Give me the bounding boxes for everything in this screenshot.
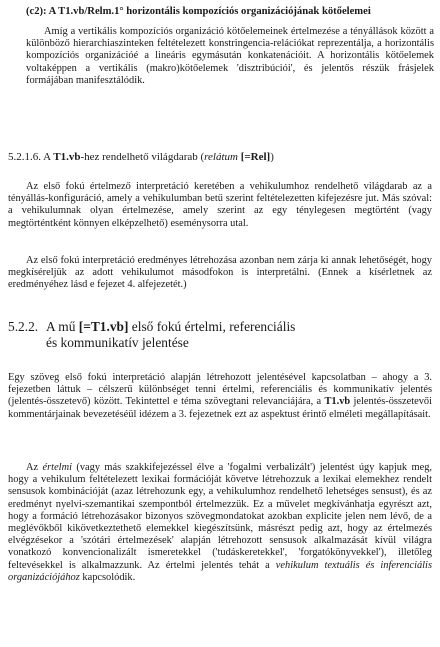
section-title-part: első fokú értelmi, referenciális: [131, 319, 296, 334]
section-title-part: ): [270, 151, 274, 163]
paragraph-5216-b: Az első fokú interpretáció eredményes létrehozása azonban nem zárja ki annak lehetőségét, hogy megkíséreljük az adott vehikulumot másodfokon is interpretálni. (Ennek a kísérletnek az eredményéhez lásd e fejezet 4. alfejezetét.): [8, 255, 432, 291]
section-title-part: A mű: [46, 319, 76, 334]
section-number: 5.2.1.6.: [8, 151, 41, 163]
section-title-bold: T1.vb: [53, 151, 81, 163]
paragraph-text: (vagy más szakkifejezéssel élve a 'fogalmi verbalizált') jelentést úgy kapjuk meg, hogy a vehikulum feltételezett lexikai formációját követve létrehozzuk a lexikai elemekhez rendelt sensusok kombinációját (azaz létrehozunk egy, a vehikulumhoz rendelhető lehetséges sensust), és az eredményt nyelvi-szemantikai szempontból értelmezzük. Ez a művelet megkívánhatja egyrészt azt, hogy a formáció létrehozásakor bizonyos szövegmondatokat azokban explicite jelen nem lévő, de a meglévőkből kikövetkeztethető elemekkel kiegészítsünk, másrészt pedig azt, hogy az értelmezés elvégzésekor a 'szótári értelmezések' alapján létrehozott sensusok alkalmazását kívül világra vonatkozó konvencionalizált ismeretekkel ('tudáskeretekkel', 'forgatókönyvekkel'), illetőleg feltevésekkel is alkalmazzunk. Az értelmi jelentés tehát a: [8, 462, 432, 571]
intro-paragraph: Amíg a vertikális kompozíciós organizáció kötőelemeinek értelmezése a tényállások között a különböző hierarchiaszinteken feltételezett konstringencia-relációkat reprezentálja, a horizontális kompozíciós organizációé a lineáris egymásután konkatenációit. A horizontális kötőelemek voltaképpen a vertikális (makro)kötőelemek 'disztribúciói', és jelentős részük frásjelek formájában manifesztálódik.: [26, 26, 434, 86]
subsection-heading-text: (c2): A T1.vb/Relm.1° horizontális kompozíciós organizációjának kötőelemei: [26, 6, 371, 17]
paragraph-522-b: [8, 462, 432, 584]
section-5-2-2-heading: [8, 319, 432, 350]
paragraph-bold: T1.vb: [324, 396, 351, 408]
section-title-bold: [=Rel]: [240, 151, 271, 163]
paragraph-text: Egy szöveg első fokú interpretáció alapján létrehozott jelentésével kapcsolatban – ahogy a 3. fejezetben láttuk – célszerű különbséget tenni értelmi, referenciális és kommunikatív jelentés (jelentés-összetevő) között. Tekintettel e téma szövegtani relevanciájára, a: [8, 372, 432, 408]
paragraph-522-a: [8, 372, 432, 421]
section-title-part: A: [43, 151, 51, 163]
section-title-line2: és kommunikatív jelentése: [46, 334, 189, 350]
section-title-bold: [=T1.vb]: [78, 319, 129, 334]
subsection-heading-c2: [26, 6, 436, 17]
section-title-italic: relátum: [204, 151, 238, 163]
paragraph-text: kapcsolódik.: [82, 571, 136, 583]
section-number: 5.2.2.: [8, 319, 39, 334]
section-title-part: -hez rendelhető világdarab (: [80, 151, 205, 163]
paragraph-italic: vehikulum textuális és inferenciális organizációjához: [8, 559, 432, 583]
paragraph-5216-a: Az első fokú értelmező interpretáció keretében a vehikulumhoz rendelhető világdarab az a tényállás-konfiguráció, amely a vehikulumban betű szerint feltételezetten kifejezésre jut. Más szóval: a vehikulumnak olyan értelmezése, amely szerint az egy ténylegesen megtörtént (vagy megtörténtként könnyen elképzelhető) eseménysorra utal.: [8, 181, 432, 229]
paragraph-text: jelentés-összetevői kommentárjainak bevezetéséül idézem a 3. fejezetnek ezt az aspektust érintő elméleti megállapításait.: [8, 396, 432, 420]
section-5-2-1-6-heading: [8, 151, 432, 163]
paragraph-italic: értelmi: [42, 462, 72, 473]
paragraph-text: Az: [26, 462, 39, 473]
